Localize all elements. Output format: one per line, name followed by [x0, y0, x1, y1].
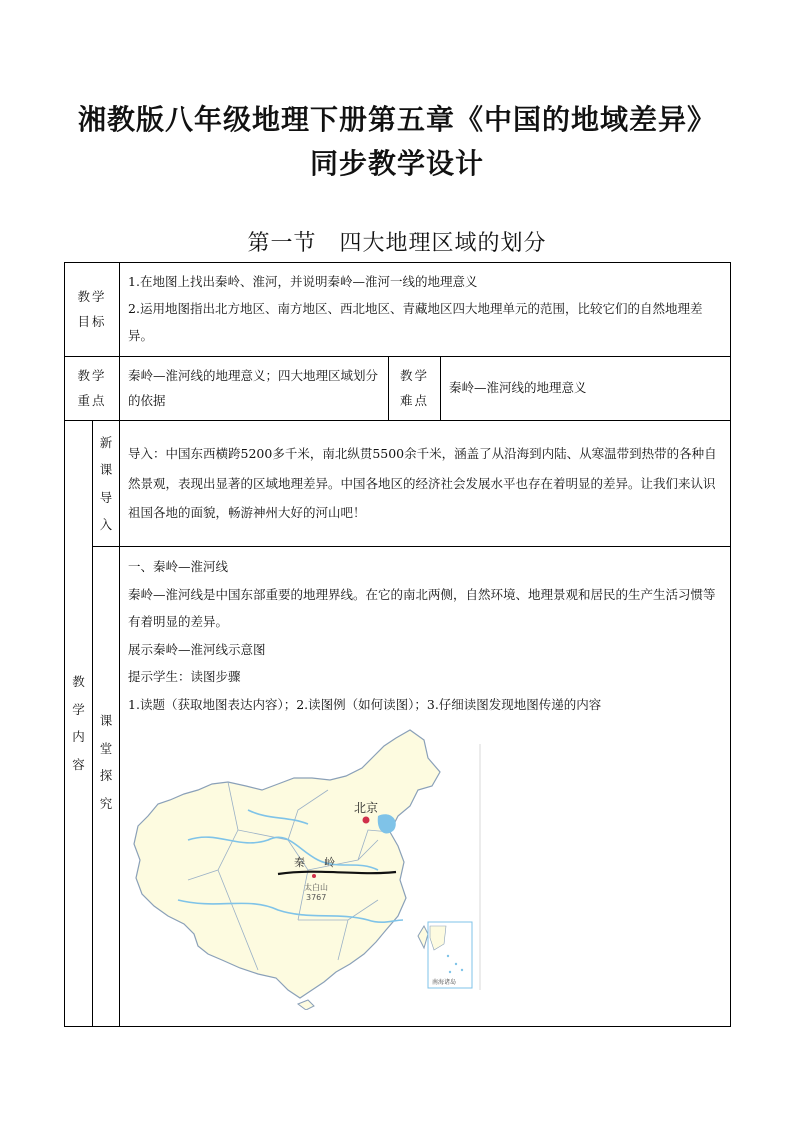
explore-content	[120, 547, 731, 1027]
goals-content	[120, 263, 731, 357]
intro-label-char: 新	[99, 434, 113, 450]
goal-item-2: 2.运用地图指出北方地区、南方地区、西北地区、青藏地区四大地理单元的范围，比较它们的自然地理差异。	[128, 300, 703, 343]
explore-para3: 提示学生：读图步骤	[128, 669, 241, 684]
goals-label-top: 教学	[77, 289, 107, 305]
china-map-figure	[128, 720, 488, 1010]
content-label-char: 教	[72, 674, 85, 690]
intro-label-char: 导	[99, 489, 113, 505]
qinling-label-qin: 秦	[294, 856, 306, 869]
intro-label-char: 课	[99, 462, 113, 477]
inset-label: 南海诸岛	[432, 979, 457, 986]
goals-label	[65, 263, 120, 357]
qinling-huaihe-map	[128, 720, 722, 1020]
goals-row	[65, 263, 731, 357]
content-label-char: 学	[72, 701, 85, 717]
explore-para4: 1.读题（获取地图表达内容）；2.读图例（如何读图）；3.仔细读图发现地图传递的内容	[128, 696, 602, 712]
intro-row	[65, 421, 731, 547]
goal-item-1: 1.在地图上找出秦岭、淮河，并说明秦岭—淮河一线的地理意义	[128, 274, 478, 289]
explore-label-char: 究	[99, 795, 113, 811]
intro-text: 导入：中国东西横跨5200多千米，南北纵贯5500余千米，涵盖了从沿海到内陆、从寒温带到热带的各种自然景观，表现出显著的区域地理差异。中国各地区的经济社会发展水平也存在着明显的差异。让我们来认识祖国各地的面貌，畅游神州大好的河山吧！	[120, 421, 731, 547]
doc-title-line2: 同步教学设计	[309, 147, 484, 180]
content-label-char: 容	[72, 756, 85, 772]
difficulty-text: 秦岭—淮河线的地理意义	[441, 357, 731, 421]
explore-label-char: 探	[99, 768, 113, 783]
hainan-island	[298, 1000, 314, 1010]
taiwan-island	[418, 926, 428, 948]
qinling-label-ling: 岭	[324, 856, 336, 869]
keypoints-label-top: 教学	[77, 368, 107, 384]
goals-label-bottom: 目标	[77, 313, 107, 329]
explore-label-char: 堂	[99, 740, 113, 756]
intro-label-char: 入	[99, 517, 113, 532]
keypoints-label	[65, 357, 120, 421]
explore-label-char: 课	[99, 713, 113, 728]
explore-label	[93, 547, 120, 1027]
taibai-label: 太白山	[304, 883, 329, 892]
section-title: 第一节 四大地理区域的划分	[247, 231, 547, 256]
doc-title-line1: 湘教版八年级地理下册第五章《中国的地域差异》	[77, 103, 716, 136]
intro-label	[93, 421, 120, 547]
content-label-char: 内	[72, 729, 85, 745]
taibai-elevation: 3767	[306, 893, 327, 902]
explore-para2: 展示秦岭—淮河线示意图	[128, 641, 266, 657]
taibai-peak-marker	[312, 874, 316, 878]
explore-para1: 秦岭—淮河线是中国东部重要的地理界线。在它的南北两侧，自然环境、地理景观和居民的生产生活习惯等有着明显的差异。	[128, 586, 716, 629]
explore-row	[65, 547, 731, 1027]
difficulty-label-top: 教学	[400, 368, 430, 384]
keypoints-label-bottom: 重点	[77, 392, 107, 408]
explore-heading: 一、秦岭—淮河线	[128, 559, 229, 574]
difficulty-label-bottom: 难点	[400, 392, 430, 408]
beijing-label: 北京	[354, 801, 379, 815]
china-mainland-shape	[134, 730, 440, 998]
beijing-marker	[363, 817, 370, 824]
lesson-plan-table	[64, 262, 731, 1027]
difficulty-label	[389, 357, 441, 421]
keypoints-text: 秦岭—淮河线的地理意义；四大地理区域划分的依据	[120, 357, 389, 421]
keypoints-row	[65, 357, 731, 421]
content-label	[65, 421, 93, 1027]
